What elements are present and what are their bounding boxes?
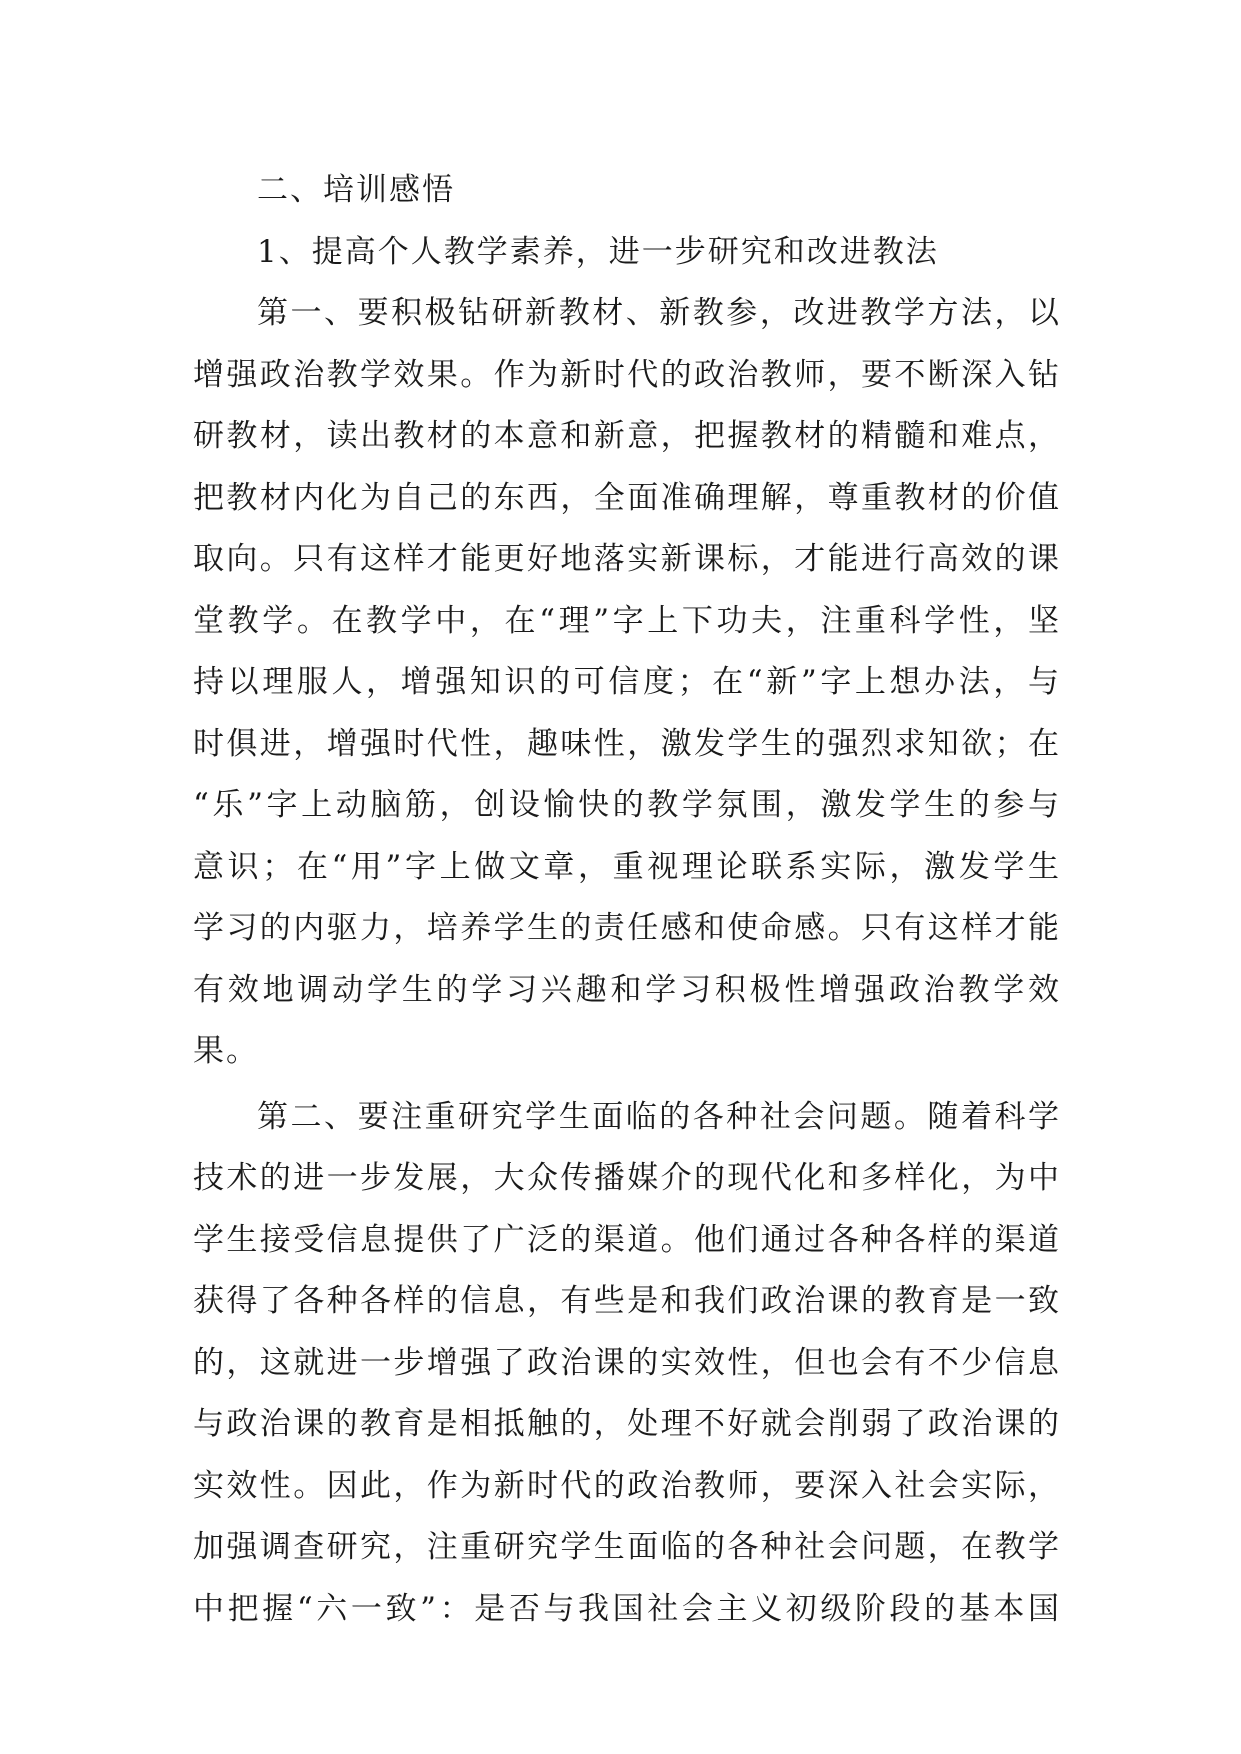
section-heading: 二、培训感悟 xyxy=(257,172,455,208)
paragraph-line: 技术的进一步发展，大众传播媒介的现代化和多样化，为中 xyxy=(193,1160,1061,1196)
document-body xyxy=(193,160,1061,1640)
paragraph-line: 果。 xyxy=(193,1033,259,1069)
paragraph-line: 意识；在“用”字上做文章，重视理论联系实际，激发学生 xyxy=(193,848,1061,885)
paragraph-line: 获得了各种各样的信息，有些是和我们政治课的教育是一致 xyxy=(193,1283,1061,1319)
paragraph-line: 中把握“六一致”：是否与我国社会主义初级阶段的基本国 xyxy=(193,1590,1061,1627)
paragraph-line: 研教材，读出教材的本意和新意，把握教材的精髓和难点， xyxy=(193,418,1061,454)
paragraph-line: 取向。只有这样才能更好地落实新课标，才能进行高效的课 xyxy=(193,541,1061,577)
paragraph-line: 时俱进，增强时代性，趣味性，激发学生的强烈求知欲；在 xyxy=(193,725,1061,762)
paragraph-line: 堂教学。在教学中，在“理”字上下功夫，注重科学性，坚 xyxy=(193,602,1061,639)
paragraph-line: 学习的内驱力，培养学生的责任感和使命感。只有这样才能 xyxy=(193,910,1061,946)
paragraph-line: 有效地调动学生的学习兴趣和学习积极性增强政治教学效 xyxy=(193,971,1061,1008)
paragraph-line: 增强政治教学效果。作为新时代的政治教师，要不断深入钻 xyxy=(193,356,1061,393)
paragraph-line: 实效性。因此，作为新时代的政治教师，要深入社会实际， xyxy=(193,1467,1061,1504)
subsection-heading: 1、提高个人教学素养，进一步研究和改进教法 xyxy=(257,233,939,270)
paragraph-line: 持以理服人，增强知识的可信度；在“新”字上想办法，与 xyxy=(193,664,1061,700)
paragraph-line: 与政治课的教育是相抵触的，处理不好就会削弱了政治课的 xyxy=(193,1406,1061,1442)
paragraph-line: 第二、要注重研究学生面临的各种社会问题。随着科学 xyxy=(257,1098,1061,1135)
paragraph-line: 把教材内化为自己的东西，全面准确理解，尊重教材的价值 xyxy=(193,479,1061,516)
paragraph-line: 加强调查研究，注重研究学生面临的各种社会问题，在教学 xyxy=(193,1529,1061,1565)
paragraph-line: 的，这就进一步增强了政治课的实效性，但也会有不少信息 xyxy=(193,1344,1061,1381)
paragraph-line: 第一、要积极钻研新教材、新教参，改进教学方法，以 xyxy=(257,295,1061,331)
paragraph-line: “乐”字上动脑筋，创设愉快的教学氛围，激发学生的参与 xyxy=(193,787,1061,823)
paragraph-line: 学生接受信息提供了广泛的渠道。他们通过各种各样的渠道 xyxy=(193,1221,1061,1258)
